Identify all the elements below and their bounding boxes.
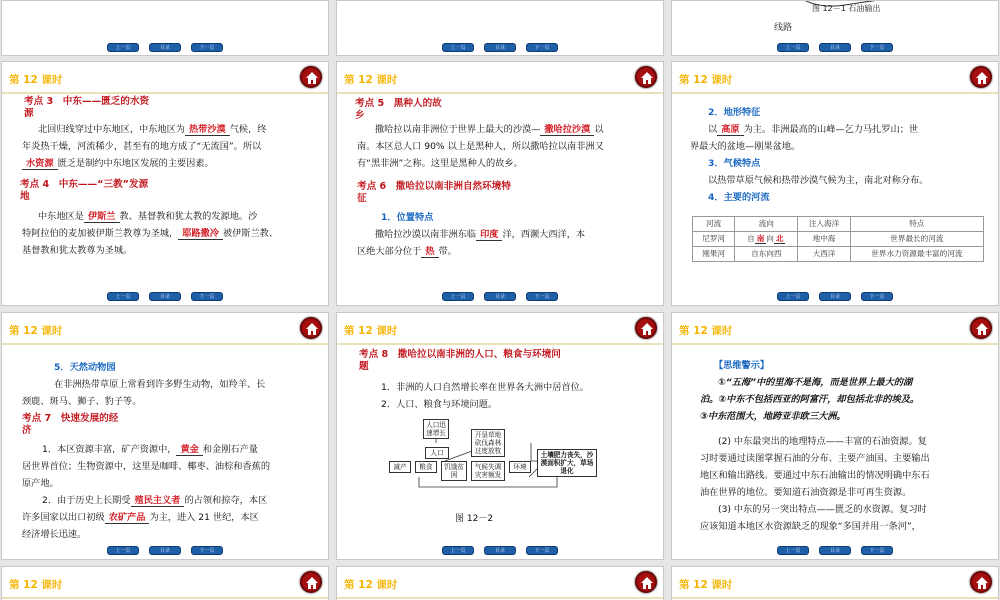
kaodian-3-title: 考点 3 中东——匮乏的水资 bbox=[24, 96, 150, 107]
subheading: 1．位置特点 bbox=[381, 212, 434, 223]
home-button[interactable] bbox=[970, 66, 992, 88]
slide-thumb-next-1[interactable] bbox=[1, 566, 329, 600]
cell: 自 南 向 北 bbox=[735, 232, 798, 247]
answer-blank: 耶路撒冷 bbox=[178, 228, 223, 240]
slide-body bbox=[2, 96, 328, 289]
contents-button[interactable]: 目录 bbox=[819, 43, 851, 52]
lecture-label: 第 12 课时 bbox=[679, 579, 733, 591]
home-button[interactable] bbox=[970, 571, 992, 593]
th-feature: 特点 bbox=[850, 217, 983, 232]
text: 特阿拉伯的麦加被伊斯兰教尊为圣城， bbox=[22, 228, 179, 239]
flow-box-food: 粮食 bbox=[415, 461, 437, 473]
text: 在非洲热带草原上常看到许多野生动物，如羚羊、长 bbox=[54, 379, 266, 390]
text: 应该知道本地区水资源缺乏的现象“多国并用一条河”， bbox=[700, 521, 921, 532]
answer-blank: 热带沙漠 bbox=[185, 124, 230, 136]
next-button[interactable]: 下一页 bbox=[191, 43, 223, 52]
flow-box-reduce: 减产 bbox=[389, 461, 411, 473]
slide-thumb-next-3[interactable] bbox=[671, 566, 999, 600]
figure-caption-line2: 线路 bbox=[774, 23, 793, 33]
text: 撒哈拉沙漠以南非洲东临 bbox=[375, 229, 477, 240]
flow-box-degradation: 土壤肥力丧失，沙漠面积扩大，草场退化 bbox=[537, 449, 597, 477]
rivers-table bbox=[692, 216, 984, 262]
text: 被伊斯兰教、 bbox=[222, 228, 279, 239]
text: 基督教和犹太教尊为圣城。 bbox=[22, 245, 133, 256]
answer-blank: 撒哈拉沙漠 bbox=[540, 124, 594, 136]
text: 南。本区总人口 90% 以上是黑种人，所以撒哈拉以南非洲又 bbox=[357, 141, 604, 152]
home-button[interactable] bbox=[300, 66, 322, 88]
slide-nav bbox=[337, 39, 663, 55]
text: 颈鹿、斑马、狮子、豹子等。 bbox=[22, 396, 142, 407]
kaodian-5-title-cont: 乡 bbox=[355, 110, 365, 121]
slide-header bbox=[672, 62, 998, 94]
next-button[interactable]: 下一页 bbox=[526, 43, 558, 52]
home-icon bbox=[305, 71, 319, 85]
answer-blank: 农矿产品 bbox=[105, 512, 150, 524]
slide-thinking-warning[interactable] bbox=[671, 312, 999, 560]
th-river: 河流 bbox=[693, 217, 735, 232]
text: 经济增长迅速。 bbox=[22, 529, 87, 540]
slide-thumb-next-2[interactable] bbox=[336, 566, 664, 600]
kaodian-3-title-cont: 源 bbox=[24, 108, 34, 119]
figure-caption: 图 12－1 石油输出 bbox=[812, 4, 881, 13]
slide-africa-economy[interactable] bbox=[1, 312, 329, 560]
slide-header bbox=[2, 313, 328, 345]
text: 的占领和掠夺，本区 bbox=[184, 495, 268, 506]
text: 为主。非洲最高的山峰—乞力马扎罗山；世 bbox=[743, 124, 919, 135]
text: 区绝大部分位于 bbox=[357, 246, 422, 257]
subheading: 5．天然动物园 bbox=[54, 362, 116, 373]
flow-box-population: 人口 bbox=[425, 447, 449, 459]
slide-header bbox=[672, 313, 998, 345]
lecture-label: 第 12 课时 bbox=[9, 325, 63, 337]
kaodian-7-title: 考点 7 快速发展的经 bbox=[22, 413, 119, 424]
text: 习时要通过读图掌握石油的分布、主要产油国、主要输出 bbox=[700, 453, 930, 464]
kaodian-6-title: 考点 6 撒哈拉以南非洲自然环境特 bbox=[357, 181, 511, 192]
text: 教、基督教和犹太教的发源地。沙 bbox=[119, 211, 258, 222]
slide-header bbox=[337, 567, 663, 599]
contents-button[interactable]: 目录 bbox=[819, 292, 851, 301]
prev-button[interactable]: 上一页 bbox=[777, 546, 809, 555]
prev-button[interactable]: 上一页 bbox=[107, 43, 139, 52]
slide-thumb-3[interactable] bbox=[671, 0, 999, 56]
warning-title: 【思维警示】 bbox=[714, 360, 770, 371]
slide-header bbox=[2, 62, 328, 94]
home-icon bbox=[975, 576, 989, 590]
slide-nav bbox=[672, 542, 998, 558]
text: 油在世界的地位。要知道石油资源是非可再生资源。 bbox=[700, 487, 912, 498]
text: 以 bbox=[594, 124, 604, 135]
prev-button[interactable]: 上一页 bbox=[107, 546, 139, 555]
kaodian-7-title-cont: 济 bbox=[22, 425, 32, 436]
cell: 世界最长的河流 bbox=[850, 232, 983, 247]
prev-button[interactable]: 上一页 bbox=[442, 292, 474, 301]
lecture-label: 第 12 课时 bbox=[344, 74, 398, 86]
text: 气候，终 bbox=[229, 124, 267, 135]
text: 有“黑非洲”之称。这里是黑种人的故乡。 bbox=[357, 158, 523, 169]
next-button[interactable]: 下一页 bbox=[526, 546, 558, 555]
next-button[interactable]: 下一页 bbox=[861, 292, 893, 301]
slide-header bbox=[337, 62, 663, 94]
text: 以热带草原气候和热带沙漠气候为主，南北对称分布。 bbox=[708, 175, 929, 186]
text: 年炎热干燥，河流稀少，甚至有的地方成了“无流国”。所以 bbox=[22, 141, 262, 152]
slide-header bbox=[672, 567, 998, 599]
kaodian-4-title-cont: 地 bbox=[20, 191, 30, 202]
text: 地区和输出路线。要通过中东石油输出的情况明确中东石 bbox=[700, 470, 930, 481]
text: 以 bbox=[708, 124, 718, 135]
cell: 自东向西 bbox=[735, 247, 798, 262]
answer-blank: 北 bbox=[775, 234, 784, 243]
home-button[interactable] bbox=[635, 571, 657, 593]
warning-line: ③中东范围大，地跨亚非欧三大洲。 bbox=[700, 411, 846, 422]
slide-header bbox=[2, 567, 328, 599]
next-button[interactable]: 下一页 bbox=[861, 546, 893, 555]
flow-box-disasters: 气候失调灾害频发 bbox=[471, 461, 505, 481]
text: 2．由于历史上长期受 bbox=[42, 495, 131, 506]
slide-black-africa[interactable] bbox=[336, 61, 664, 306]
text: 匮乏是制约中东地区发展的主要因素。 bbox=[57, 158, 214, 169]
answer-blank: 水资源 bbox=[22, 158, 58, 170]
text: 1．非洲的人口自然增长率在世界各大洲中居首位。 bbox=[381, 382, 589, 393]
figure-caption: 图 12－2 bbox=[455, 514, 494, 524]
home-icon bbox=[640, 322, 654, 336]
text: 2．人口、粮食与环境问题。 bbox=[381, 399, 498, 410]
text: 界最大的盆地—刚果盆地。 bbox=[690, 141, 801, 152]
prev-button[interactable]: 上一页 bbox=[777, 292, 809, 301]
text: 北回归线穿过中东地区，中东地区为 bbox=[38, 124, 185, 135]
cell: 尼罗河 bbox=[693, 232, 735, 247]
lecture-label: 第 12 课时 bbox=[679, 74, 733, 86]
contents-button[interactable]: 目录 bbox=[484, 43, 516, 52]
slide-nav bbox=[337, 542, 663, 558]
slide-nav bbox=[2, 288, 328, 304]
slide-thumb-1[interactable] bbox=[1, 0, 329, 56]
lecture-label: 第 12 课时 bbox=[344, 579, 398, 591]
slide-header bbox=[337, 313, 663, 345]
text: 1．本区资源丰富，矿产资源中， bbox=[42, 444, 177, 455]
text: (3) 中东的另一突出特点——匮乏的水资源。复习时 bbox=[718, 504, 927, 515]
lecture-label: 第 12 课时 bbox=[344, 325, 398, 337]
slide-nav bbox=[672, 288, 998, 304]
slide-body bbox=[672, 347, 998, 543]
answer-blank: 黄金 bbox=[176, 444, 202, 456]
answer-blank: 伊斯兰 bbox=[84, 211, 120, 223]
slide-population-food-environment[interactable] bbox=[336, 312, 664, 560]
slide-body bbox=[2, 347, 328, 543]
slide-thumb-2[interactable] bbox=[336, 0, 664, 56]
home-icon bbox=[640, 71, 654, 85]
warning-line: 泊。②中东不包括西亚的阿富汗，却包括北非的埃及。 bbox=[700, 394, 920, 405]
flow-box-poverty: 饥饿贫困 bbox=[441, 461, 467, 481]
slide-middle-east-water[interactable] bbox=[1, 61, 329, 306]
warning-line: ①“五海”中的里海不是海，而是世界上最大的湖 bbox=[718, 377, 913, 388]
home-icon bbox=[975, 322, 989, 336]
text: 洋，西濒大西洋，本 bbox=[502, 229, 586, 240]
text: 撒哈拉以南非洲位于世界上最大的沙漠— bbox=[375, 124, 541, 135]
slide-africa-nature[interactable] bbox=[671, 61, 999, 306]
home-icon bbox=[305, 322, 319, 336]
next-button[interactable]: 下一页 bbox=[191, 546, 223, 555]
lecture-label: 第 12 课时 bbox=[9, 579, 63, 591]
kaodian-8-title: 考点 8 撒哈拉以南非洲的人口、粮食与环境问 bbox=[359, 349, 561, 360]
lecture-label: 第 12 课时 bbox=[9, 74, 63, 86]
text: 中东地区是 bbox=[38, 211, 84, 222]
contents-button[interactable]: 目录 bbox=[149, 43, 181, 52]
contents-button[interactable]: 目录 bbox=[484, 546, 516, 555]
text: 原产地。 bbox=[22, 478, 59, 489]
slide-body bbox=[672, 96, 998, 289]
table-row bbox=[693, 232, 984, 247]
flow-box-overuse: 开垦草地砍伐森林过度放牧 bbox=[471, 429, 505, 457]
cell: 刚果河 bbox=[693, 247, 735, 262]
home-icon bbox=[305, 576, 319, 590]
flow-box-rapid-growth: 人口迅速增长 bbox=[423, 419, 449, 439]
contents-button[interactable]: 目录 bbox=[149, 546, 181, 555]
slide-nav bbox=[2, 542, 328, 558]
answer-blank: 高原 bbox=[717, 124, 743, 136]
answer-blank: 印度 bbox=[476, 229, 502, 241]
slide-nav bbox=[672, 39, 998, 55]
home-button[interactable] bbox=[300, 571, 322, 593]
text: 和金刚石产量 bbox=[202, 444, 258, 455]
kaodian-6-title-cont: 征 bbox=[357, 193, 367, 204]
contents-button[interactable]: 目录 bbox=[819, 546, 851, 555]
cell: 地中海 bbox=[798, 232, 850, 247]
text: 居世界首位；生物资源中，这里是咖啡、椰枣、油棕和香蕉的 bbox=[22, 461, 271, 472]
home-button[interactable] bbox=[635, 317, 657, 339]
home-button[interactable] bbox=[970, 317, 992, 339]
table-header-row bbox=[693, 217, 984, 232]
answer-blank: 殖民主义者 bbox=[131, 495, 185, 507]
prev-button[interactable]: 上一页 bbox=[442, 43, 474, 52]
slide-body bbox=[337, 96, 663, 289]
flow-box-environment: 环境 bbox=[509, 461, 531, 473]
next-button[interactable]: 下一页 bbox=[191, 292, 223, 301]
kaodian-5-title: 考点 5 黑种人的故 bbox=[355, 98, 442, 109]
lecture-label: 第 12 课时 bbox=[679, 325, 733, 337]
text: 为主，进入 21 世纪，本区 bbox=[149, 512, 259, 523]
home-button[interactable] bbox=[300, 317, 322, 339]
slide-nav bbox=[337, 288, 663, 304]
kaodian-8-title-cont: 题 bbox=[359, 361, 369, 372]
next-button[interactable]: 下一页 bbox=[861, 43, 893, 52]
subheading: 2．地形特征 bbox=[708, 107, 761, 118]
answer-blank: 热 bbox=[421, 246, 438, 258]
subheading: 4．主要的河流 bbox=[708, 192, 770, 203]
cell: 世界水力资源最丰富的河流 bbox=[850, 247, 983, 262]
kaodian-4-title: 考点 4 中东——“三教”发源 bbox=[20, 179, 149, 190]
answer-blank: 南 bbox=[756, 234, 765, 243]
contents-button[interactable]: 目录 bbox=[149, 292, 181, 301]
text: 许多国家以出口初级 bbox=[22, 512, 105, 523]
contents-button[interactable]: 目录 bbox=[484, 292, 516, 301]
th-direction: 流向 bbox=[735, 217, 798, 232]
slide-nav bbox=[2, 39, 328, 55]
subheading: 3．气候特点 bbox=[708, 158, 761, 169]
prev-button[interactable]: 上一页 bbox=[107, 292, 139, 301]
home-icon bbox=[640, 576, 654, 590]
text: 带。 bbox=[438, 246, 457, 257]
th-ocean: 注入海洋 bbox=[798, 217, 850, 232]
home-icon bbox=[975, 71, 989, 85]
next-button[interactable]: 下一页 bbox=[526, 292, 558, 301]
home-button[interactable] bbox=[635, 66, 657, 88]
prev-button[interactable]: 上一页 bbox=[777, 43, 809, 52]
cell: 大西洋 bbox=[798, 247, 850, 262]
prev-button[interactable]: 上一页 bbox=[442, 546, 474, 555]
text: (2) 中东最突出的地理特点——丰富的石油资源。复 bbox=[718, 436, 927, 447]
table-row bbox=[693, 247, 984, 262]
slide-body bbox=[337, 347, 663, 543]
